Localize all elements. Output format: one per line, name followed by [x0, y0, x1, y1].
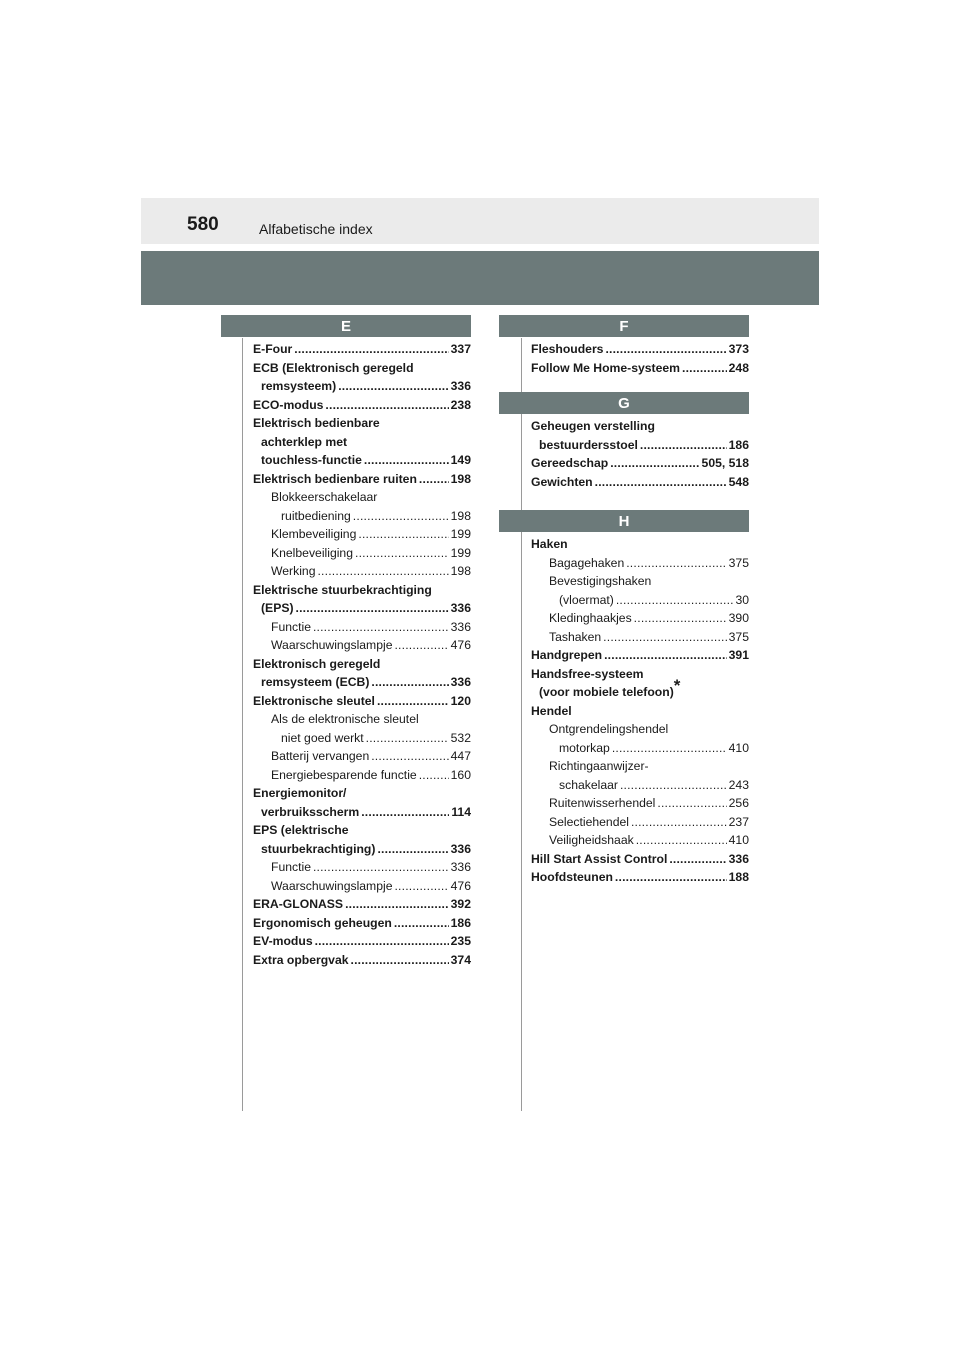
index-entry-line: ECB (Elektronisch geregeld: [253, 360, 414, 375]
index-subentry-line: Als de elektronische sleutel: [271, 712, 419, 726]
index-column-left: [253, 315, 471, 969]
page-title: Alfabetische index: [259, 221, 373, 237]
index-entry-line: (voor mobiele telefoon)*: [539, 675, 681, 699]
index-subentry: niet goed werkt . . . 532: [253, 729, 471, 748]
index-subentry: Selectiehendel . . . 237: [531, 813, 749, 832]
section-banner: [141, 251, 819, 305]
index-entry: touchless-functie . . . 149: [253, 451, 471, 470]
index-subentry: Tashaken . . . 375: [531, 628, 749, 647]
index-subentry-line: Ontgrendelingshendel: [549, 722, 669, 736]
index-entry: Ergonomisch geheugen . . . 186: [253, 914, 471, 933]
index-subentry: Ruitenwisserhendel . . . 256: [531, 794, 749, 813]
index-entry-line: Energiemonitor/: [253, 786, 347, 800]
section-header-f: F: [499, 315, 749, 337]
index-entry-line: achterklep met: [261, 434, 348, 449]
index-entry-line: Elektronisch geregeld: [253, 656, 381, 671]
index-entry: remsysteem (ECB) . . . 336: [253, 673, 471, 692]
page-number: 580: [187, 214, 219, 235]
index-entry: Gewichten . . . 548: [531, 473, 749, 492]
index-entry: EV-modus . . . 235: [253, 932, 471, 951]
index-entry-line: Haken: [531, 537, 568, 551]
index-entry: E-Four . . . 337: [253, 340, 471, 359]
index-subentry: Knelbeveiliging . . . 199: [253, 544, 471, 563]
section-header-h: H: [499, 510, 749, 532]
index-subentry: Batterij vervangen . . . 447: [253, 747, 471, 766]
index-subentry-line: Bevestigingshaken: [549, 574, 652, 588]
index-subentry: Werking . . . 198: [253, 562, 471, 581]
index-subentry: motorkap . . . 410: [531, 739, 749, 758]
index-entry: bestuurdersstoel . . . 186: [531, 436, 749, 455]
index-entry-line: Elektrische stuurbekrachtiging: [253, 582, 432, 597]
index-subentry: Functie . . . 336: [253, 858, 471, 877]
index-entry-line: Handsfree-systeem: [531, 666, 644, 681]
index-subentry-line: Richtingaanwijzer-: [549, 759, 649, 773]
index-entry: Hill Start Assist Control . . . 336: [531, 850, 749, 869]
index-subentry: Waarschuwingslampje . . . 476: [253, 877, 471, 896]
index-entry: Follow Me Home-systeem . . . 248: [531, 359, 749, 378]
index-subentry: Energiebesparende functie . . . 160: [253, 766, 471, 785]
index-entry-line: Geheugen verstelling: [531, 419, 655, 433]
index-subentry: Kledinghaakjes . . . 390: [531, 609, 749, 628]
index-entry: Fleshouders . . . 373: [531, 340, 749, 359]
index-entry: remsysteem) . . . 336: [253, 377, 471, 396]
index-entry: Elektrisch bedienbare ruiten . . . 198: [253, 470, 471, 489]
header-band: [141, 198, 819, 244]
index-subentry: Functie . . . 336: [253, 618, 471, 637]
index-subentry: Bagagehaken . . . 375: [531, 554, 749, 573]
index-entry-line: Elektrisch bedienbare: [253, 416, 380, 430]
index-entry: Handgrepen . . . 391: [531, 646, 749, 665]
index-entry: Extra opbergvak . . . 374: [253, 951, 471, 970]
index-entry-line: Hendel: [531, 703, 572, 718]
index-entry: Gereedschap . . . 505, 518: [531, 454, 749, 473]
index-entry: ERA-GLONASS . . . 392: [253, 895, 471, 914]
index-subentry: (vloermat) . . . 30: [531, 591, 749, 610]
index-subentry: ruitbediening . . . 198: [253, 507, 471, 526]
index-entry: Elektronische sleutel . . . 120: [253, 692, 471, 711]
index-entry: Hoofdsteunen . . . 188: [531, 868, 749, 887]
index-subentry: schakelaar . . . 243: [531, 776, 749, 795]
column-divider-right: [521, 338, 522, 1111]
index-subentry: Klembeveiliging . . . 199: [253, 525, 471, 544]
column-divider-left: [242, 338, 243, 1111]
index-entry-line: EPS (elektrische: [253, 823, 349, 837]
section-header-g: G: [499, 392, 749, 414]
index-entry: verbruiksscherm . . . 114: [253, 803, 471, 822]
index-subentry: Veiligheidshaak . . . 410: [531, 831, 749, 850]
footnote-star: *: [673, 675, 681, 695]
index-subentry: Waarschuwingslampje . . . 476: [253, 636, 471, 655]
index-column-right: [531, 315, 749, 887]
index-subentry-line: Blokkeerschakelaar: [271, 490, 378, 504]
section-header-e: E: [221, 315, 471, 337]
index-entry: stuurbekrachtiging) . . . 336: [253, 840, 471, 859]
index-entry: ECO-modus . . . 238: [253, 396, 471, 415]
index-entry: (EPS) . . . 336: [253, 599, 471, 618]
